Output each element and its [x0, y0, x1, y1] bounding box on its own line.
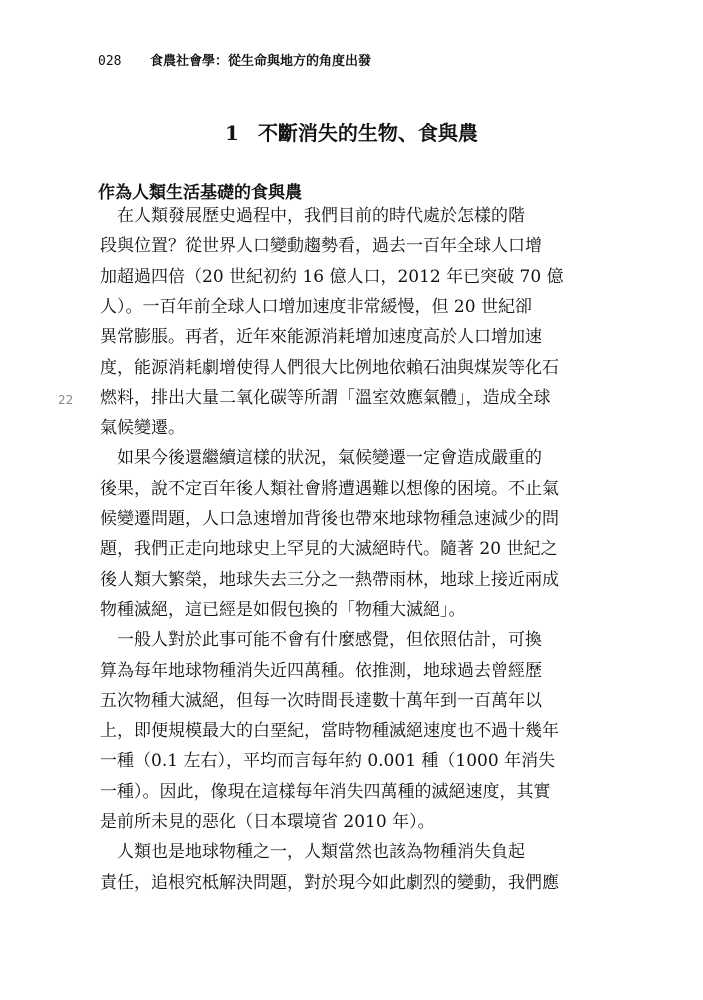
- text-line: 在人類發展歷史過程中，我們目前的時代處於怎樣的階: [100, 206, 525, 226]
- text-line: 算為每年地球物種消失近四萬種。依推測，地球過去曾經歷: [100, 660, 542, 681]
- chapter-number: 1: [225, 121, 239, 145]
- chapter-title: 不斷消失的生物、食與農: [257, 121, 478, 145]
- text-line: 度，能源消耗劇增使得人們很大比例地依賴石油與煤炭等化石: [100, 357, 559, 378]
- text-line: 責任，追根究柢解決問題，對於現今如此劇烈的變動，我們應: [100, 872, 559, 893]
- section-heading: 作為人類生活基礎的食與農: [98, 183, 302, 203]
- text-line: 後果，說不定百年後人類社會將遭遇難以想像的困境。不止氣: [100, 478, 559, 499]
- text-line: 候變遷問題，人口急速增加背後也帶來地球物種急速減少的問: [100, 509, 559, 529]
- text-line: 氣候變遷。: [100, 418, 185, 439]
- text-line: 一種）。因此，像現在這樣每年消失四萬種的滅絕速度，其實: [100, 781, 551, 802]
- book-title: 食農社會學：從生命與地方的角度出發: [150, 54, 372, 69]
- text-line: 後人類大繁榮，地球失去三分之一熱帶雨林，地球上接近兩成: [100, 569, 559, 590]
- text-line: 人類也是地球物種之一，人類當然也該為物種消失負起: [100, 842, 525, 863]
- text-line: 上，即便規模最大的白堊紀，當時物種滅絕速度也不過十幾年: [100, 721, 559, 742]
- text-line: 是前所未見的惡化（日本環境省 2010 年）。: [100, 812, 435, 832]
- text-line: 五次物種大滅絕，但每一次時間長達數十萬年到一百萬年以: [100, 690, 542, 711]
- margin-marker: 22: [58, 393, 74, 407]
- text-line: 人）。一百年前全球人口增加速度非常緩慢，但 20 世紀卻: [100, 296, 532, 317]
- chapter-heading: [0, 117, 703, 146]
- text-line: 段與位置？從世界人口變動趨勢看，過去一百年全球人口增: [100, 236, 542, 257]
- text-line: 一般人對於此事可能不會有什麼感覺，但依照估計，可換: [100, 630, 542, 651]
- running-header: [98, 50, 371, 69]
- text-line: 加超過四倍（20 世紀初約 16 億人口，2012 年已突破 70 億: [100, 266, 564, 287]
- text-line: 異常膨脹。再者，近年來能源消耗增加速度高於人口增加速: [100, 327, 542, 348]
- text-line: 題，我們正走向地球史上罕見的大滅絕時代。隨著 20 世紀之: [100, 539, 558, 560]
- text-line: 燃料，排出大量二氧化碳等所謂「溫室效應氣體」，造成全球: [100, 387, 551, 408]
- text-line: 如果今後還繼續這樣的狀況，氣候變遷一定會造成嚴重的: [100, 448, 542, 469]
- text-line: 一種（0.1 左右），平均而言每年約 0.001 種（1000 年消失: [100, 751, 556, 772]
- text-line: 物種滅絕，這已經是如假包換的「物種大滅絕」。: [100, 599, 466, 620]
- page-number: 028: [98, 54, 122, 69]
